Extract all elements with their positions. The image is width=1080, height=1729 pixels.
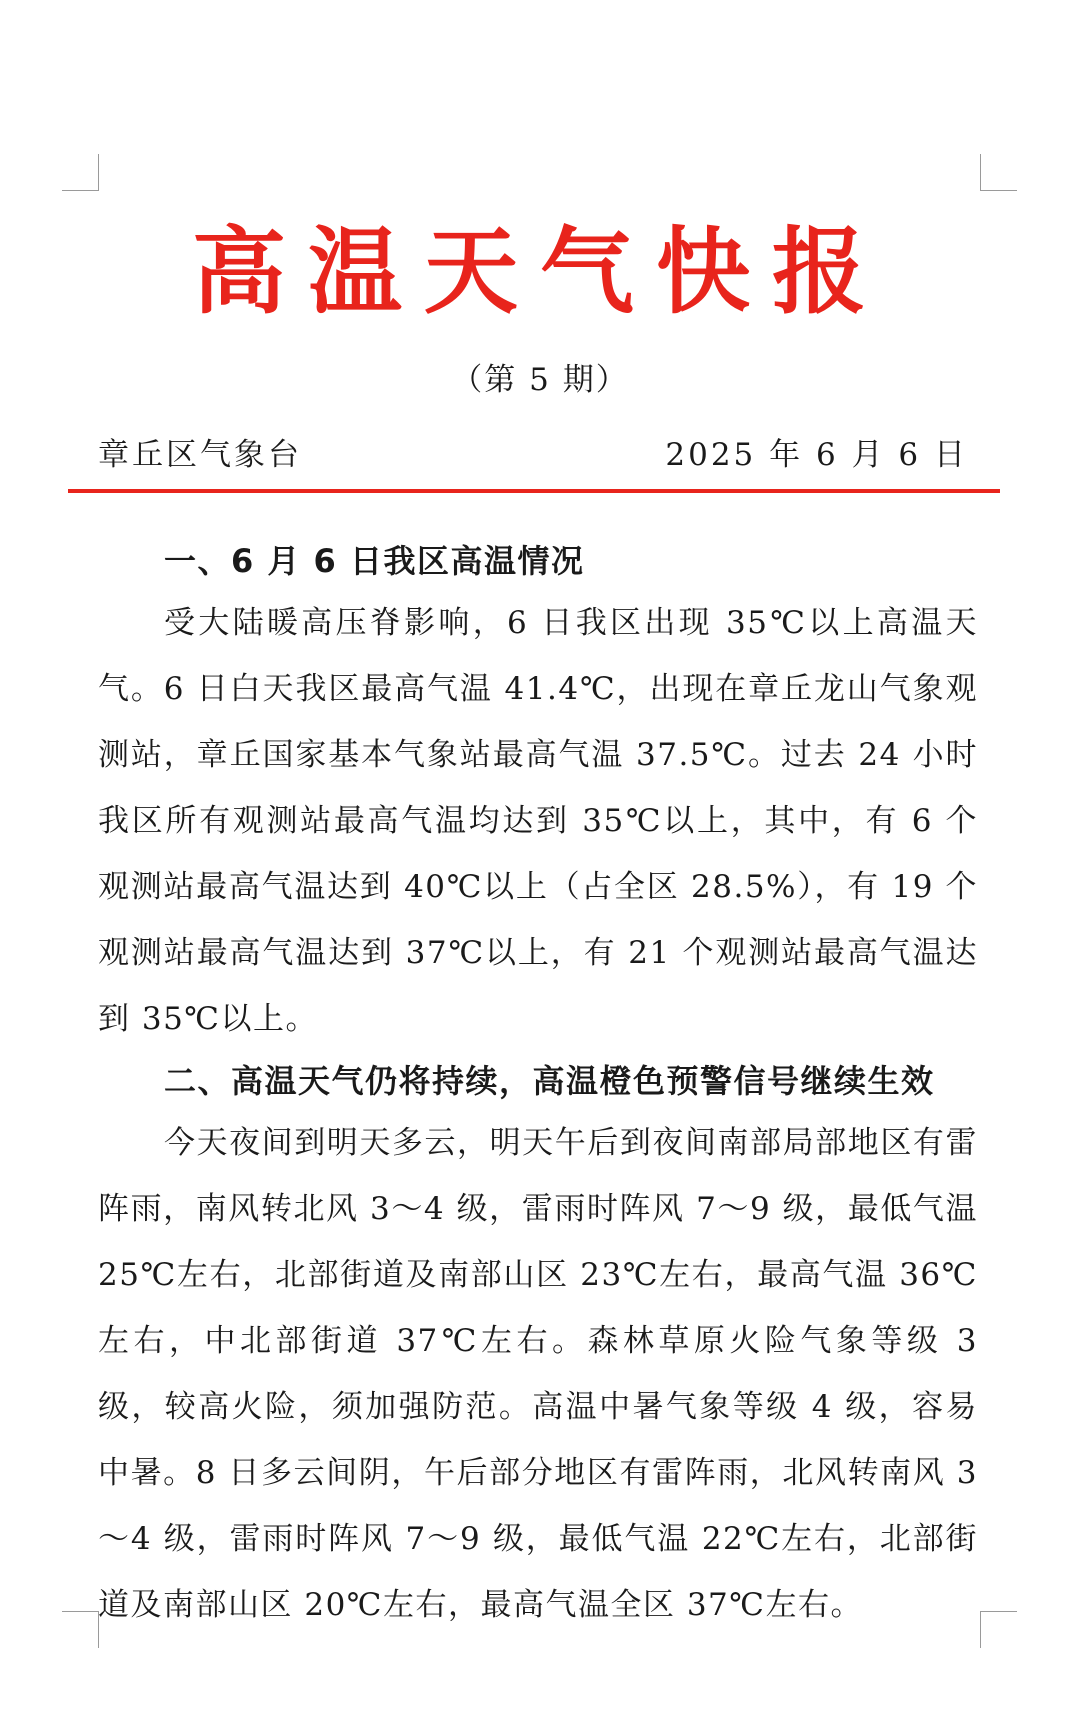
document-title: 高温天气快报 xyxy=(191,217,888,327)
issue-date: 2025 年 6 月 6 日 xyxy=(665,437,968,473)
corner-mark-bottom-left xyxy=(62,1611,99,1648)
header-divider xyxy=(68,489,1000,493)
corner-mark-bottom-right xyxy=(980,1611,1017,1648)
issue-number: （第 5 期） xyxy=(451,362,629,398)
document-body xyxy=(98,532,978,1638)
section-paragraph: 今天夜间到明天多云，明天午后到夜间南部局部地区有雷阵雨，南风转北风 3～4 级，雷雨时阵风 7～9 级，最低气温 25℃左右，北部街道及南部山区 23℃左右，最高气温 36℃左右，中北部街道 37℃左右。森林草原火险气象等级 3 级，较高火险，须加强防范。高温中暑气象等级 4 级，容易中暑。8 日多云间阴，午后部分地区有雷阵雨，北风转南风 3～4 级，雷雨时阵风 7～9 级，最低气温 22℃左右，北部街道及南部山区 20℃左右，最高气温全区 37℃左右。 xyxy=(98,1125,978,1623)
section-heading: 二、高温天气仍将持续，高温橙色预警信号继续生效 xyxy=(164,1062,935,1100)
corner-mark-top-right xyxy=(980,154,1017,191)
corner-mark-top-left xyxy=(62,154,99,191)
section-heading: 一、6 月 6 日我区高温情况 xyxy=(164,542,585,580)
issuing-organization: 章丘区气象台 xyxy=(98,437,302,473)
section-paragraph: 受大陆暖高压脊影响，6 日我区出现 35℃以上高温天气。6 日白天我区最高气温 41.4℃，出现在章丘龙山气象观测站，章丘国家基本气象站最高气温 37.5℃。过去 24 小时我区所有观测站最高气温均达到 35℃以上，其中，有 6 个观测站最高气温达到 40℃以上（占全区 28.5%），有 19 个观测站最高气温达到 37℃以上，有 21 个观测站最高气温达到 35℃以上。 xyxy=(98,605,978,1037)
